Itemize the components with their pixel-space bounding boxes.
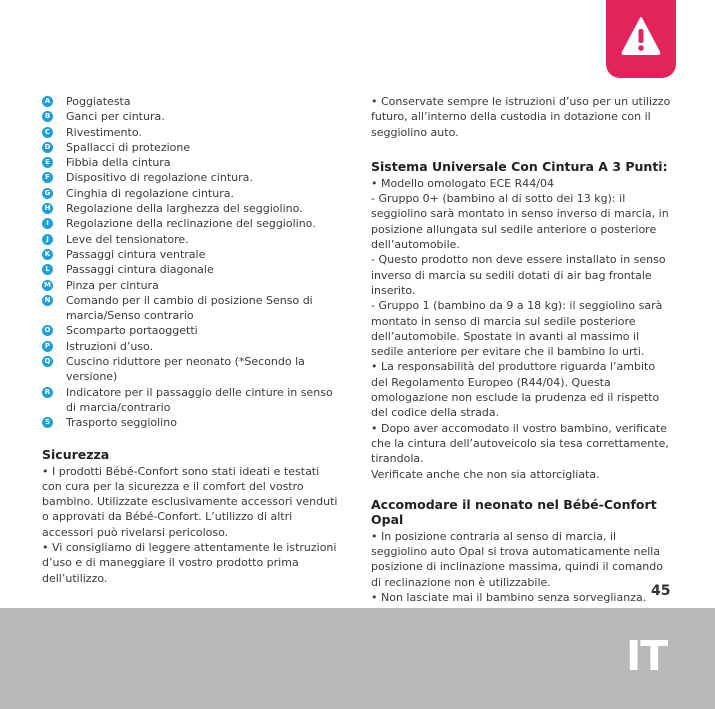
language-code: IT (626, 632, 668, 680)
part-item (42, 385, 342, 416)
part-letter-badge: F (42, 172, 53, 183)
sicurezza-title: Sicurezza (42, 446, 110, 462)
part-item (42, 186, 342, 201)
part-label: Leve del tensionatore. (66, 232, 189, 246)
part-label: Pinza per cintura (66, 278, 159, 292)
sistema-paragraph-5: • La responsabilità del produttore riguarda l’ambito del Regolamento Europeo (R44/04). Questa omologazione non esclude la prudenza ed il rispetto del codice della strada. (371, 360, 660, 420)
part-item (42, 415, 342, 430)
sistema-paragraph-7: Verificate anche che non sia attorcigliata. (371, 467, 600, 481)
part-letter-badge: C (42, 127, 53, 138)
part-item (42, 339, 342, 354)
part-letter-badge: N (42, 295, 53, 306)
part-letter-badge: A (42, 96, 53, 107)
part-label: Cuscino riduttore per neonato (*Secondo la versione) (66, 355, 305, 384)
part-item (42, 323, 342, 338)
part-label: Passaggi cintura diagonale (66, 263, 214, 277)
part-letter-badge: L (42, 264, 53, 275)
part-label: Indicatore per il passaggio delle cinture in senso di marcia/contrario (66, 385, 333, 414)
sicurezza-paragraph-1: • I prodotti Bébé-Confort sono stati ideati e testati con cura per la sicurezza e il comfort del vostro bambino. Utilizzate esclusivamente accessori venduti o approvati da Bébé-Confort. L’utilizzo di altri accessori può rivelarsi pericoloso. (42, 464, 338, 539)
part-letter-badge: M (42, 280, 53, 291)
part-item (42, 354, 342, 385)
part-label: Scomparto portaoggetti (66, 324, 198, 338)
part-item (42, 125, 342, 140)
opal-title: Accomodare il neonato nel Bébé-Confort Opal (371, 496, 657, 527)
part-letter-badge: B (42, 111, 53, 122)
part-item (42, 278, 342, 293)
left-column (42, 94, 342, 586)
part-item (42, 94, 342, 109)
part-label: Rivestimento. (66, 125, 142, 139)
page-number: 45 (651, 583, 671, 599)
part-letter-badge: O (42, 325, 53, 336)
part-item (42, 262, 342, 277)
part-label: Ganci per cintura. (66, 110, 165, 124)
part-label: Regolazione della reclinazione del seggiolino. (66, 217, 316, 231)
right-column (371, 94, 671, 605)
intro-paragraph: • Conservate sempre le istruzioni d’uso per un utilizzo futuro, all’interno della custodia in dotazione con il seggiolino auto. (371, 95, 671, 139)
part-letter-badge: D (42, 142, 53, 153)
opal-paragraph-1: • In posizione contraria al senso di marcia, il seggiolino auto Opal si trova automaticamente nella posizione di inclinazione massima, quindi il comando di reclinazione non è utilizzabile. (371, 529, 663, 589)
part-letter-badge: H (42, 203, 53, 214)
part-label: Regolazione della larghezza del seggiolino. (66, 202, 303, 216)
part-item (42, 247, 342, 262)
part-label: Cinghia di regolazione cintura. (66, 186, 234, 200)
part-label: Passaggi cintura ventrale (66, 247, 206, 261)
part-label: Fibbia della cintura (66, 156, 171, 170)
part-letter-badge: G (42, 188, 53, 199)
sistema-paragraph-6: • Dopo aver accomodato il vostro bambino, verificate che la cintura dell’autoveicolo sia tesa correttamente, tirandola. (371, 421, 669, 466)
footer-band (0, 608, 715, 709)
part-item (42, 293, 342, 324)
part-label: Spallacci di protezione (66, 140, 191, 154)
sistema-paragraph-1: • Modello omologato ECE R44/04 (371, 176, 554, 190)
sistema-paragraph-2: - Gruppo 0+ (bambino al di sotto dei 13 kg): il seggiolino sarà montato in senso inverso di marcia, in posizione allungata sul sedile anteriore o posteriore dell’automobile. (371, 192, 669, 252)
part-label: Dispositivo di regolazione cintura. (66, 171, 253, 185)
part-letter-badge: E (42, 157, 53, 168)
part-letter-badge: I (42, 218, 53, 229)
sistema-paragraph-4: - Gruppo 1 (bambino da 9 a 18 kg): il seggiolino sarà montato in senso di marcia sul sedile posteriore dell’automobile. Spostate in avanti al massimo il sedile anteriore per evitare che il bambino lo urti. (371, 299, 663, 359)
part-item (42, 155, 342, 170)
part-item (42, 170, 342, 185)
part-letter-badge: P (42, 341, 53, 352)
part-label: Comando per il cambio di posizione Senso di marcia/Senso contrario (66, 293, 313, 323)
part-label: Poggiatesta (66, 95, 131, 108)
part-letter-badge: R (42, 387, 53, 398)
part-letter-badge: K (42, 249, 53, 260)
sistema-title: Sistema Universale Con Cintura A 3 Punti: (371, 158, 668, 174)
part-item (42, 232, 342, 247)
part-item (42, 140, 342, 155)
part-item (42, 216, 342, 231)
parts-list (42, 94, 342, 431)
part-letter-badge: S (42, 417, 53, 428)
part-item (42, 109, 342, 124)
part-letter-badge: Q (42, 356, 53, 367)
part-letter-badge: J (42, 234, 53, 245)
opal-paragraph-2: • Non lasciate mai il bambino senza sorveglianza. (371, 591, 647, 605)
sistema-paragraph-3: - Questo prodotto non deve essere installato in senso inverso di marcia su sedili dotati di air bag frontale inserito. (371, 253, 666, 297)
part-label: Trasporto seggiolino (66, 416, 177, 430)
part-item (42, 201, 342, 216)
part-label: Istruzioni d’uso. (66, 339, 154, 353)
sicurezza-paragraph-2: • Vi consigliamo di leggere attentamente le istruzioni d’uso e di maneggiare il vostro prodotto prima dell’utilizzo. (42, 541, 337, 585)
warning-triangle-icon (621, 16, 661, 56)
warning-tab (606, 0, 676, 78)
